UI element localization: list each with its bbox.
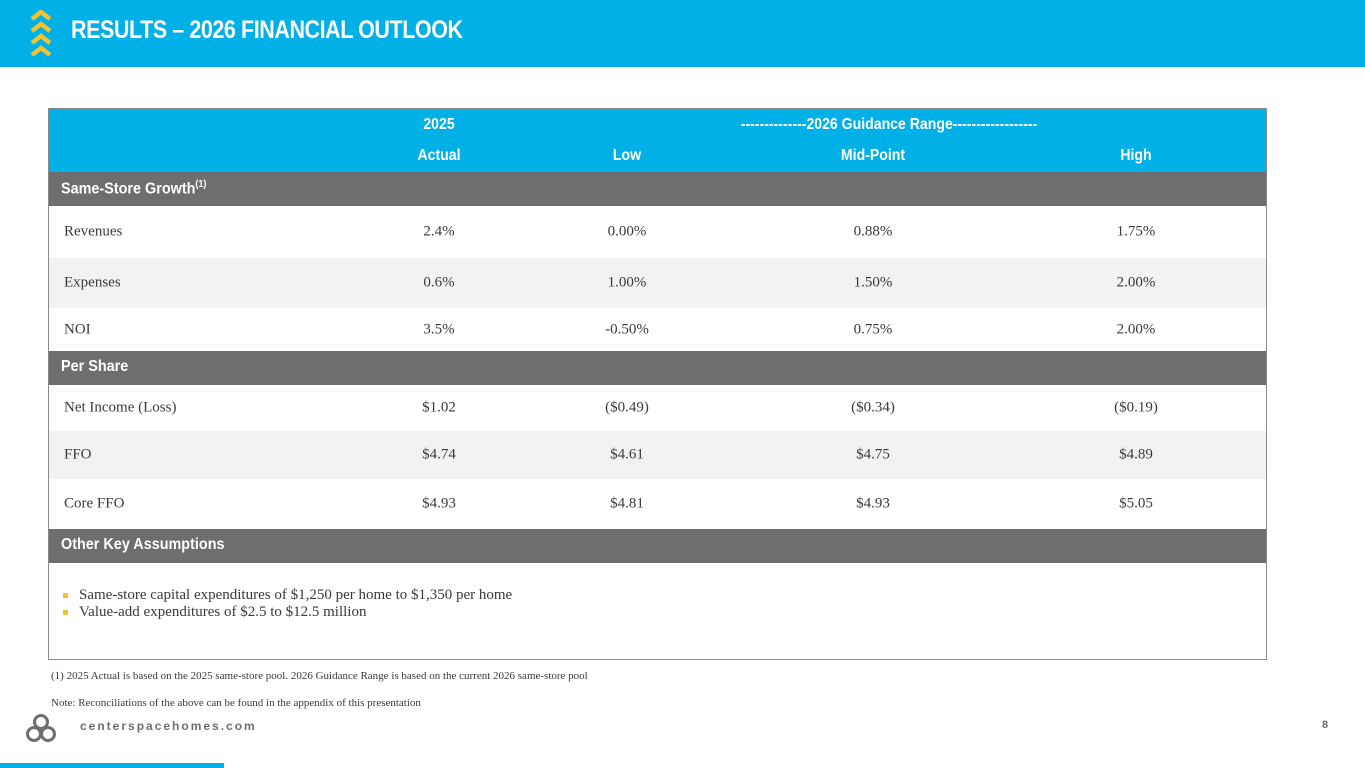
table-row-noi	[49, 308, 1266, 351]
header-low: Low	[612, 147, 642, 164]
header-guidance-range: --------------2026 Guidance Range------------------	[740, 116, 1038, 133]
cell-mid: 0.88%	[853, 223, 893, 240]
financial-outlook-table	[48, 108, 1267, 660]
table-row-net-income	[49, 385, 1266, 431]
cell-actual: $1.02	[422, 399, 456, 416]
cell-mid: ($0.34)	[851, 399, 895, 416]
cell-actual: $4.93	[422, 495, 456, 512]
table-row-ffo	[49, 431, 1266, 479]
cell-mid: $4.75	[856, 446, 890, 463]
cell-actual: 2.4%	[423, 223, 455, 240]
row-label: NOI	[64, 321, 91, 337]
section-label: Per Share	[61, 358, 129, 375]
table-header	[49, 109, 1266, 172]
header-year: 2025	[423, 116, 455, 133]
section-per-share	[49, 351, 1266, 385]
centerspace-logo-icon	[25, 713, 57, 743]
list-item: Value-add expenditures of $2.5 to $12.5 million	[61, 604, 512, 621]
cell-actual: $4.74	[422, 446, 456, 463]
assumptions-list	[61, 587, 512, 621]
section-other-key-assumptions	[49, 529, 1266, 563]
row-label: Revenues	[64, 223, 123, 240]
cell-high: 1.75%	[1116, 223, 1156, 240]
header-bar	[0, 0, 1365, 67]
footer-url: centerspacehomes.com	[80, 719, 257, 733]
page-title: RESULTS – 2026 FINANCIAL OUTLOOK	[71, 16, 463, 44]
header-high: High	[1120, 147, 1152, 164]
cell-low: $4.81	[610, 495, 644, 512]
section-label: Same-Store Growth$^{(1)}$	[61, 179, 207, 198]
footnote-1: (1) 2025 Actual is based on the 2025 same-store pool. 2026 Guidance Range is based on the current 2026 same-store pool	[51, 670, 588, 682]
cell-actual: 3.5%	[423, 321, 455, 337]
header-mid-point: Mid-Point	[840, 147, 906, 164]
cell-high: 2.00%	[1116, 321, 1156, 337]
cell-low: ($0.49)	[605, 399, 649, 416]
table-row-expenses	[49, 258, 1266, 308]
cell-actual: 0.6%	[423, 274, 455, 291]
row-label: Net Income (Loss)	[64, 399, 177, 416]
cell-high: $4.89	[1119, 446, 1153, 463]
cell-mid: 0.75%	[853, 321, 893, 337]
row-label: Core FFO	[64, 495, 125, 512]
row-label: Expenses	[64, 274, 121, 291]
footer-accent-bar	[0, 763, 224, 768]
cell-high: 2.00%	[1116, 274, 1156, 291]
cell-low: 0.00%	[607, 223, 647, 240]
page-number: 8	[1322, 719, 1329, 731]
cell-low: -0.50%	[605, 321, 649, 337]
table-row-revenues	[49, 206, 1266, 258]
header-actual: Actual	[417, 147, 461, 164]
cell-high: ($0.19)	[1114, 399, 1158, 416]
table-row-core-ffo	[49, 479, 1266, 529]
chevron-stack-logo-icon	[30, 10, 52, 56]
footnote-note: Note: Reconciliations of the above can be found in the appendix of this presentation	[51, 697, 421, 709]
section-label: Other Key Assumptions	[61, 536, 225, 553]
cell-high: $5.05	[1119, 495, 1153, 512]
cell-low: $4.61	[610, 446, 644, 463]
list-item: Same-store capital expenditures of $1,250 per home to $1,350 per home	[61, 587, 512, 604]
cell-mid: $4.93	[856, 495, 890, 512]
cell-low: 1.00%	[607, 274, 647, 291]
cell-mid: 1.50%	[853, 274, 893, 291]
row-label: FFO	[64, 446, 92, 463]
section-same-store-growth	[49, 172, 1266, 206]
